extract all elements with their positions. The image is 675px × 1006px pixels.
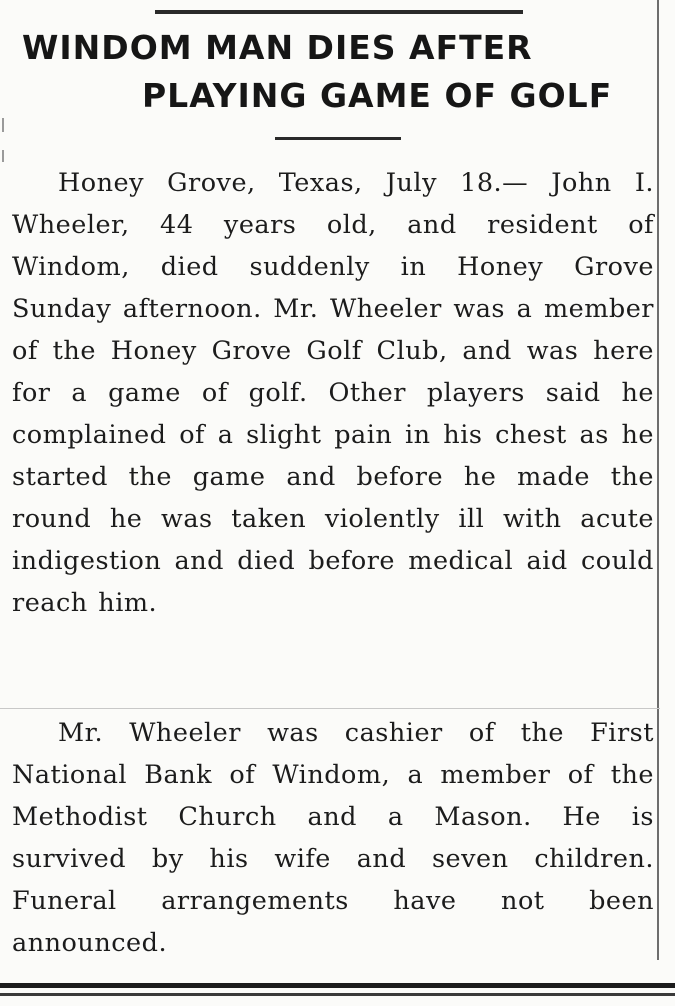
bottom-rule (0, 983, 675, 988)
headline-divider (275, 137, 401, 140)
article-paragraph-1: Honey Grove, Texas, July 18.— John I. Wheeler, 44 years old, and resident of Windom, died suddenly in Honey Grove Sunday afternoon. Mr. Wheeler was a member of the Honey Grove Golf Club, and was here for a game of golf. Other players said he complained of a slight pain in his chest as he started the game and before he made the round he was taken violently ill with acute indigestion and died before medical aid could reach him. (12, 168, 654, 618)
bottom-rule-secondary (0, 993, 675, 996)
margin-tick (2, 118, 4, 132)
headline-line-2: PLAYING GAME OF GOLF (142, 76, 613, 115)
headline-line-1: WINDOM MAN DIES AFTER (22, 28, 533, 67)
top-rule (155, 10, 523, 14)
paragraph-divider (0, 708, 660, 709)
margin-tick (2, 150, 4, 162)
article-paragraph-2: Mr. Wheeler was cashier of the First National Bank of Windom, a member of the Methodist Church and a Mason. He is survived by his wife and seven children. Funeral arrangements have not been announced. (12, 718, 654, 958)
column-rule-right (657, 0, 659, 960)
